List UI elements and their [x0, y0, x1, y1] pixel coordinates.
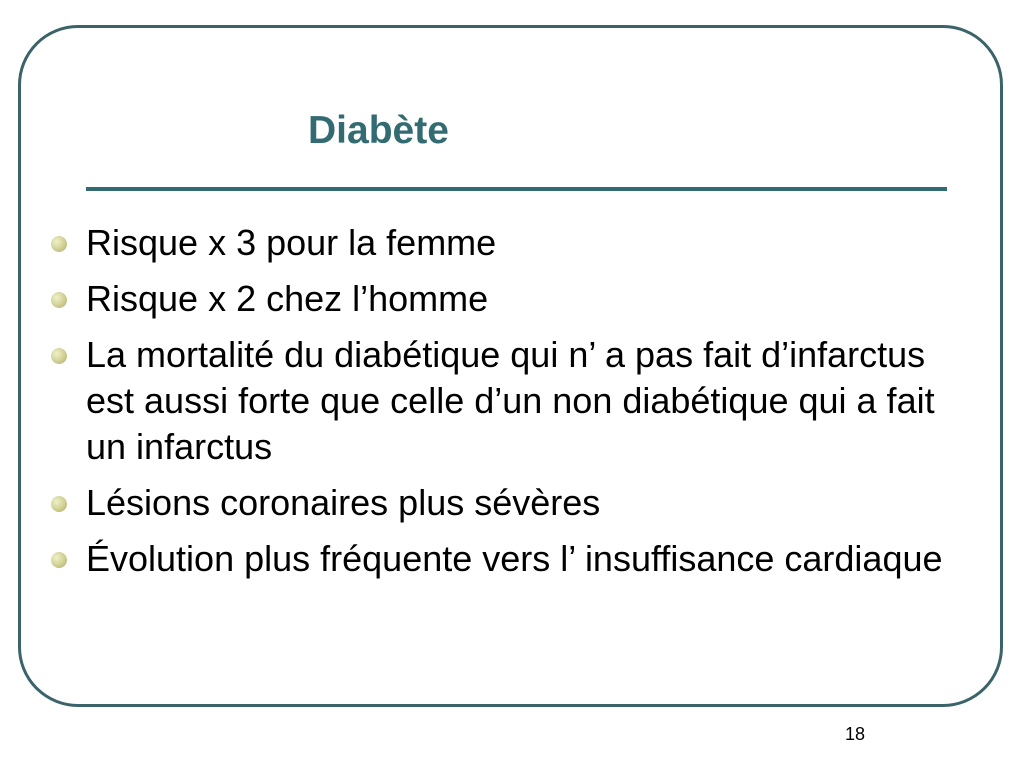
bullet-text: Évolution plus fréquente vers l’ insuffisance cardiaque	[86, 538, 943, 579]
bullet-item	[46, 536, 946, 582]
bullet-dot-icon	[51, 292, 67, 308]
bullet-dot-icon	[51, 552, 67, 568]
slide-title: Diabète	[308, 109, 449, 152]
bullet-item	[46, 220, 946, 266]
bullet-list	[46, 220, 946, 592]
bullet-item	[46, 480, 946, 526]
bullet-item	[46, 332, 946, 470]
bullet-dot-icon	[51, 496, 67, 512]
bullet-dot-icon	[51, 236, 67, 252]
bullet-text: La mortalité du diabétique qui n’ a pas fait d’infarctus est aussi forte que celle d’un non diabétique qui a fait un infarctus	[86, 334, 935, 467]
bullet-dot-icon	[51, 348, 67, 364]
bullet-item	[46, 276, 946, 322]
bullet-text: Risque x 3 pour la femme	[86, 222, 497, 263]
page-number: 18	[845, 724, 866, 744]
bullet-text: Lésions coronaires plus sévères	[86, 482, 601, 523]
bullet-text: Risque x 2 chez l’homme	[86, 278, 489, 319]
title-underline	[86, 187, 947, 191]
